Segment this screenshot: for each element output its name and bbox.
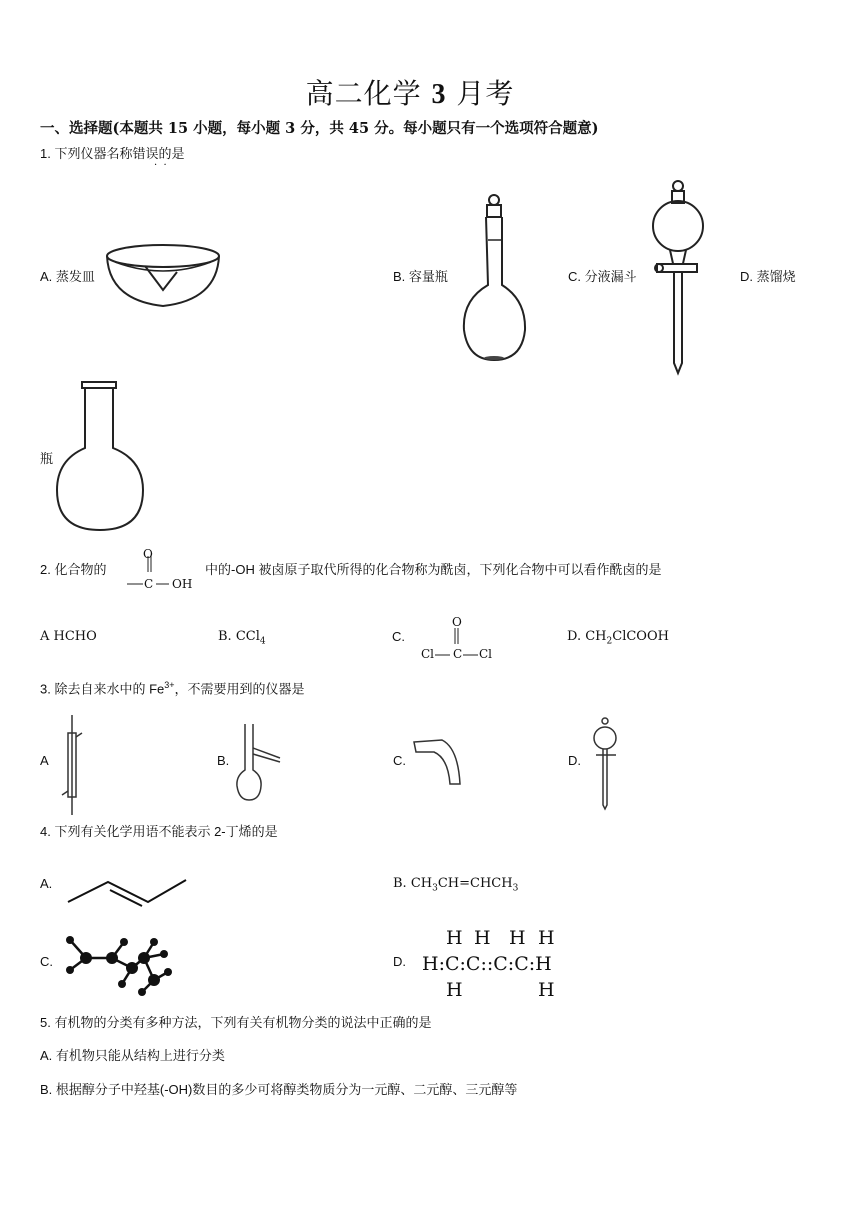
volumetric-flask-icon (460, 190, 530, 365)
lewis-h-top-4: H (538, 927, 555, 949)
emphasis-dots: · · (154, 160, 167, 171)
q2-stem-suffix: 中的-OH 被卤原子取代所得的化合物称为酰卤，下列化合物中可以看作酰卤的是 (205, 562, 662, 577)
phosgene-c: C (453, 647, 463, 661)
electron-dot-formula (420, 925, 590, 1001)
q4-option-d: D. (393, 954, 406, 969)
q2-option-a: A HCHO (40, 629, 97, 644)
lewis-h-top-3: H (509, 927, 526, 949)
q5-option-a: A. 有机物只能从结构上进行分类 (40, 1048, 225, 1063)
q5-stem: 5. 有机物的分类有多种方法，下列有关有机物分类的说法中正确的是 (40, 1015, 432, 1030)
carboxyl-o: O (143, 547, 153, 561)
q5-option-b: B. 根据醇分子中羟基(-OH)数目的多少可将醇类物质分为一元醇、二元醇、三元醇等 (40, 1082, 518, 1097)
evaporating-dish-icon (105, 240, 225, 310)
q3-option-d: D. (568, 753, 581, 768)
separatory-funnel-icon (645, 178, 715, 378)
q1-option-c: C. 分液漏斗 (568, 269, 637, 284)
condenser-icon (60, 715, 85, 815)
branch-flask-icon (234, 724, 284, 804)
q2-stem-prefix: 2. 化合物的 (40, 562, 107, 577)
lewis-h-bottom-2: H (538, 979, 555, 1001)
section-heading: 一、选择题(本题共 15 小题，每小题 3 分，共 45 分。每小题只有一个选项符合题意) (40, 120, 599, 137)
lewis-main-row: H:C:C::C:C:H (422, 953, 552, 975)
q2-option-b: B. CCl$_4$ (218, 629, 266, 647)
carboxyl-structure (125, 546, 205, 591)
lewis-h-top-2: H (474, 927, 491, 949)
q3-option-a: A (40, 753, 49, 768)
page-title: 高二化学 3 月考 (305, 77, 515, 110)
lewis-h-top-1: H (446, 927, 463, 949)
small-funnel-icon (590, 715, 625, 810)
distillation-flask-icon (55, 380, 150, 535)
q1-option-b: B. 容量瓶 (393, 269, 448, 284)
lewis-h-bottom-1: H (446, 979, 463, 1001)
phosgene-o: O (452, 615, 462, 629)
q1-option-d: D. 蒸馏烧 (740, 269, 796, 284)
q1-option-d-continued: 瓶 (40, 451, 54, 466)
q3-option-b: B. (217, 753, 230, 768)
q2-option-d: D. $CH_2ClCOOH$ (567, 629, 669, 647)
q1-option-a: A. 蒸发皿 (40, 269, 95, 284)
q4-stem: 4. 下列有关化学用语不能表示 2-丁烯的是 (40, 824, 278, 839)
skeletal-formula (66, 868, 191, 908)
q1-stem: 1. 下列仪器名称错误的是 (40, 146, 185, 161)
q2-option-c: C. (392, 629, 405, 644)
q4-option-a: A. (40, 876, 53, 891)
ball-and-stick-model (62, 932, 177, 997)
q4-option-b: B. $CH_3CH=CHCH_3$ (393, 876, 519, 894)
q3-option-c: C. (393, 753, 406, 768)
adapter-icon (412, 738, 467, 788)
phosgene-cl-right: Cl (479, 647, 493, 661)
carboxyl-c: C (144, 577, 154, 591)
q4-option-c: C. (40, 954, 53, 969)
phosgene-cl-left: Cl (421, 647, 435, 661)
carboxyl-oh: OH (172, 577, 193, 591)
q3-stem: 3. 除去自来水中的 $Fe^{3+}$，不需要用到的仪器是 (40, 680, 305, 697)
